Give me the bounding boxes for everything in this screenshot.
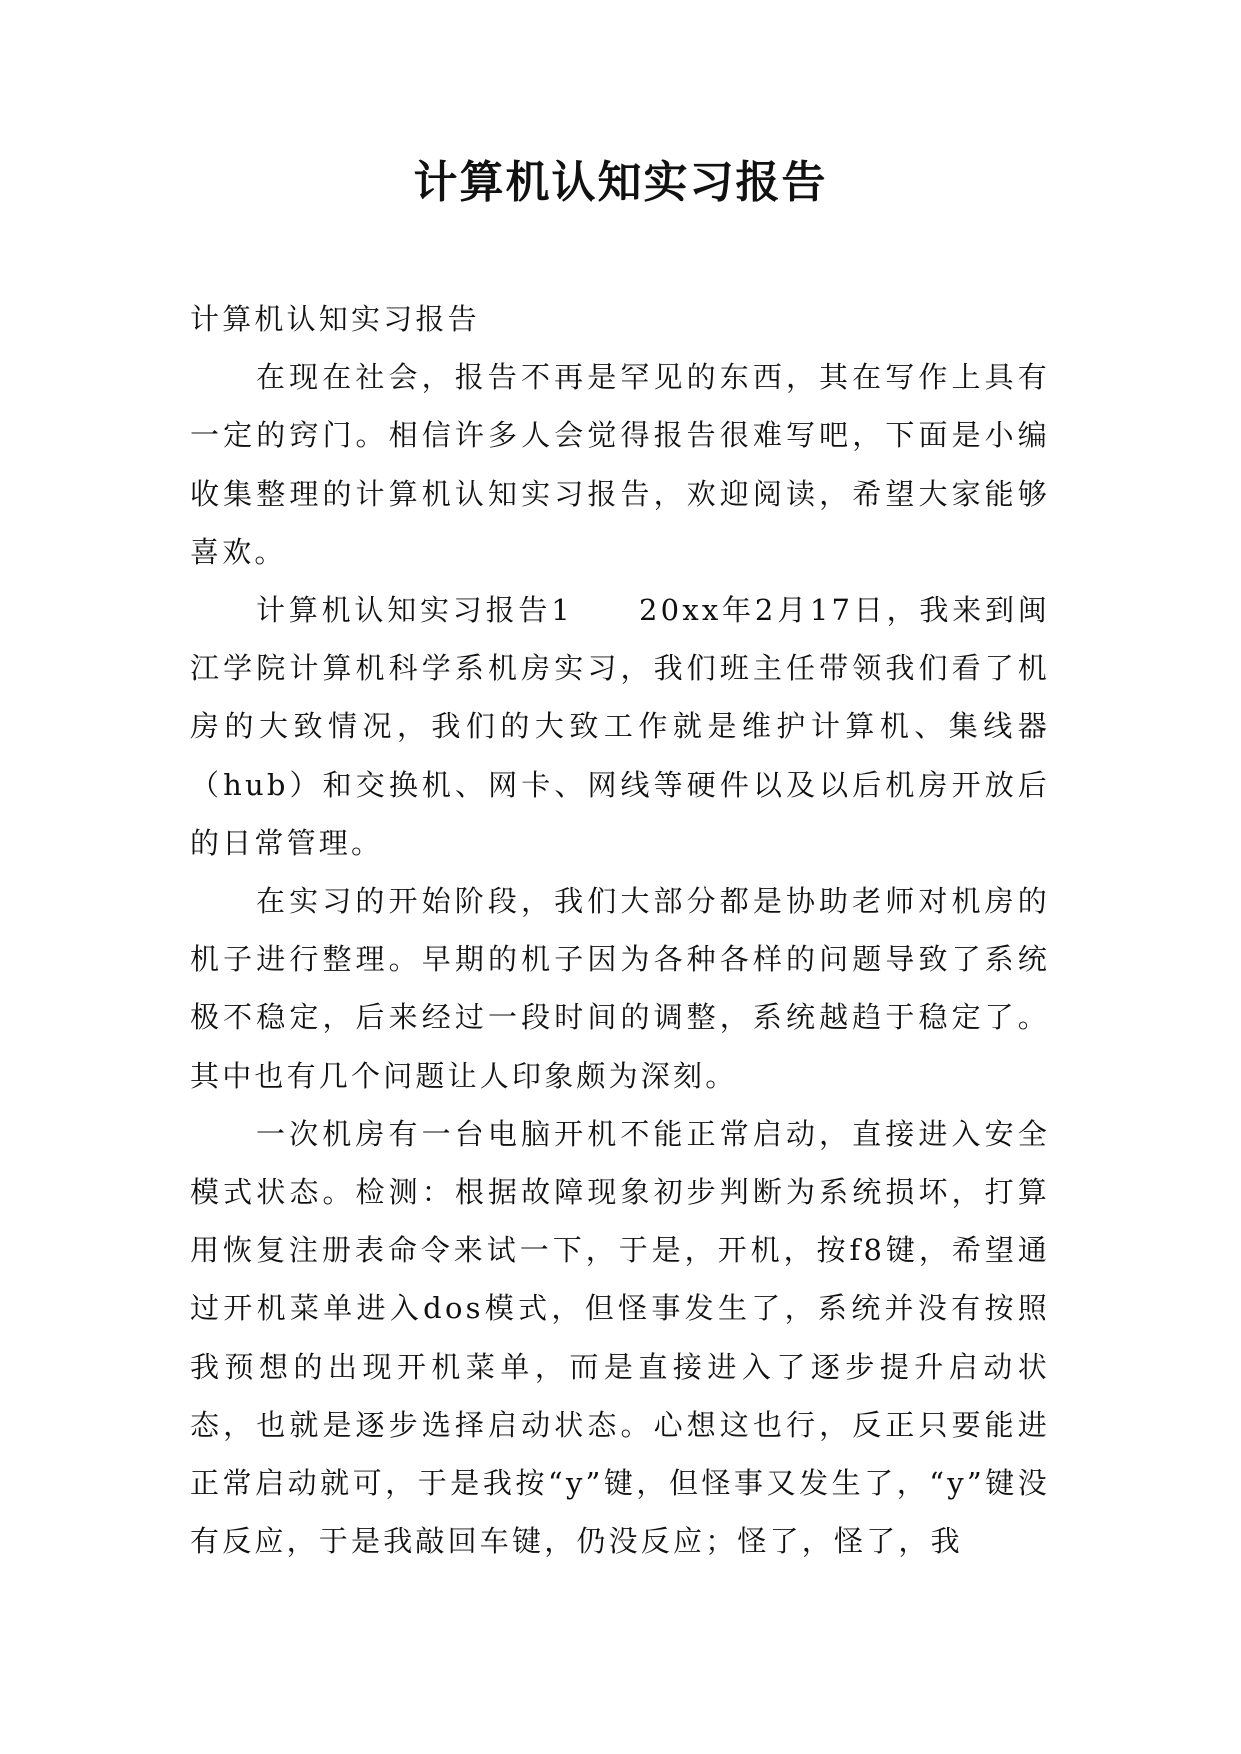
paragraph-early-stage: 在实习的开始阶段，我们大部分都是协助老师对机房的机子进行整理。早期的机子因为各种各样的问题导致了系统极不稳定，后来经过一段时间的调整，系统越趋于稳定了。其中也有几个问题让人印象颇为深刻。 <box>190 884 1050 1093</box>
paragraph-intro: 在现在社会，报告不再是罕见的东西，其在写作上具有一定的窍门。相信许多人会觉得报告很难写吧，下面是小编收集整理的计算机认知实习报告，欢迎阅读，希望大家能够喜欢。 <box>190 360 1050 569</box>
paragraph-heading: 计算机认知实习报告 <box>190 302 480 336</box>
document-title: 计算机认知实习报告 <box>413 157 828 208</box>
paragraph-safe-mode-issue: 一次机房有一台电脑开机不能正常启动，直接进入安全模式状态。检测：根据故障现象初步判断为系统损坏，打算用恢复注册表命令来试一下，于是，开机，按f8键，希望通过开机菜单进入dos模式，但怪事发生了，系统并没有按照我预想的出现开机菜单，而是直接进入了逐步提升启动状态，也就是逐步选择启动状态。心想这也行，反正只要能进正常启动就可，于是我按“y”键，但怪事又发生了，“y”键没有反应，于是我敲回车键，仍没反应；怪了，怪了，我 <box>190 1116 1050 1559</box>
document-body <box>190 290 1050 1570</box>
paragraph-report-1: 计算机认知实习报告1 20xx年2月17日，我来到闽江学院计算机科学系机房实习，我们班主任带领我们看了机房的大致情况，我们的大致工作就是维护计算机、集线器（hub）和交换机、网卡、网线等硬件以及以后机房开放后的日常管理。 <box>190 593 1050 860</box>
